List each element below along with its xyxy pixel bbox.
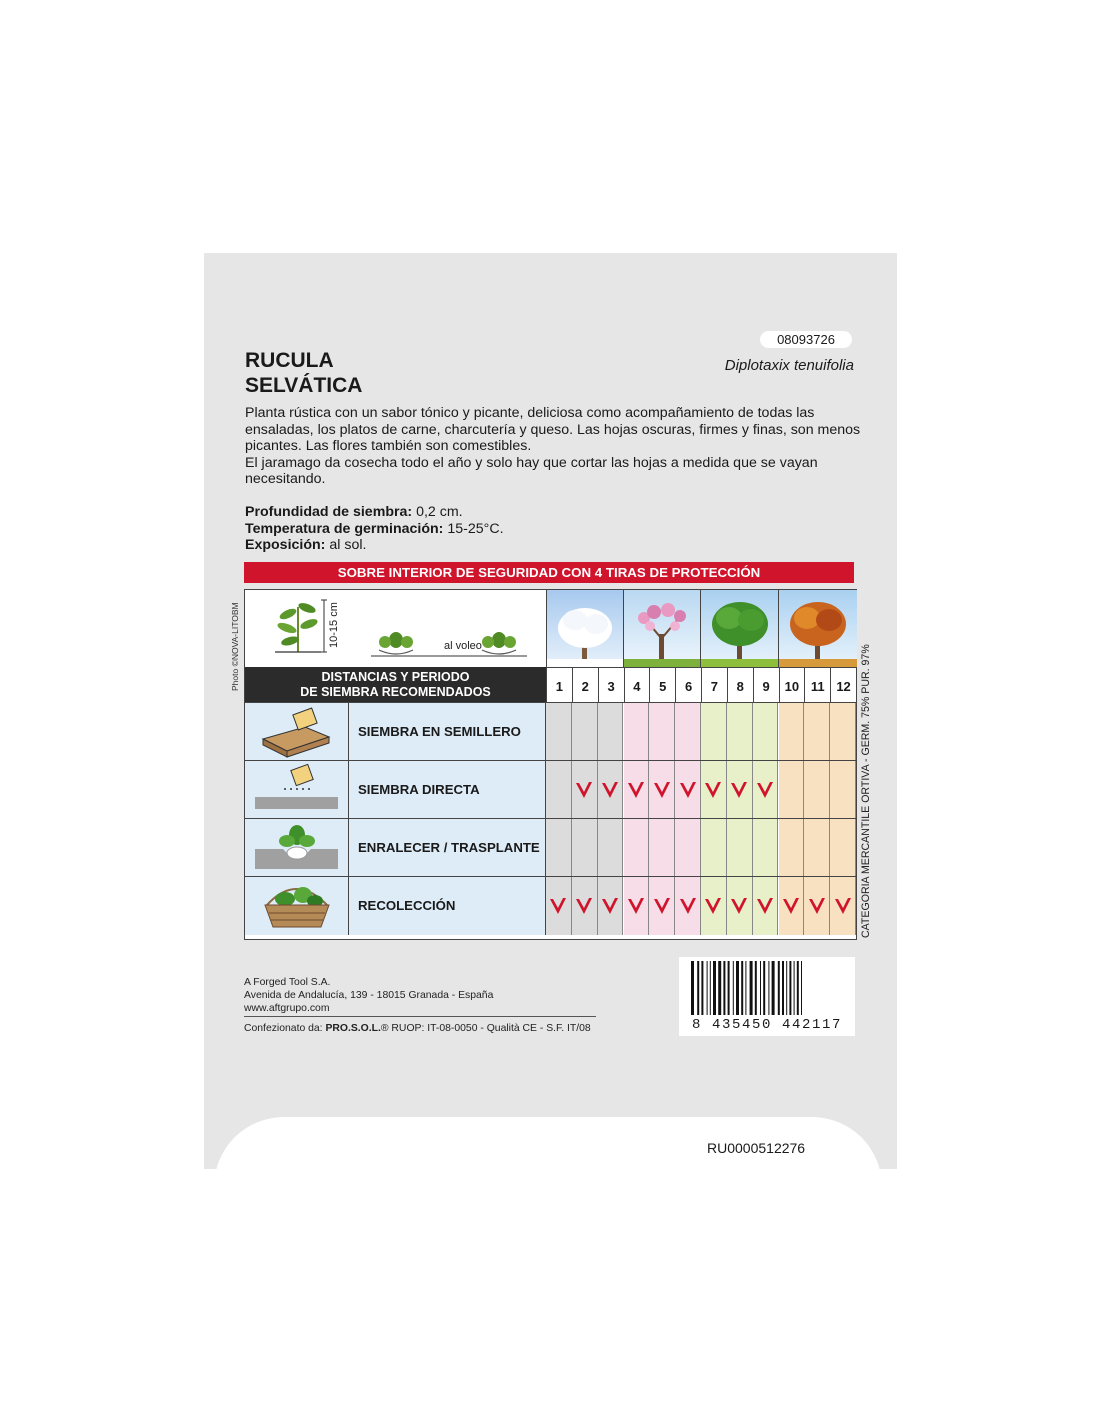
- checkmark-icon: [653, 780, 671, 800]
- reference-code: RU0000512276: [707, 1140, 806, 1156]
- barcode-bar: [750, 961, 753, 1015]
- company-street: Avenida de Andalucía, 139 - 18015 Granada - España: [244, 990, 494, 1001]
- month-cell-6: [675, 819, 701, 877]
- month-3: 3: [598, 668, 624, 703]
- packaged-by: Confezionato da: PRO.S.O.L.® RUOP: IT-08-0050 - Qualità CE - S.F. IT/08: [244, 1023, 591, 1034]
- month-cell-10: [779, 819, 805, 877]
- month-2: 2: [572, 668, 598, 703]
- header-line-2: DE SIEMBRA RECOMENDADOS: [300, 685, 491, 699]
- svg-text:10-15 cm: 10-15 cm: [328, 602, 340, 648]
- month-cell-12: [830, 703, 856, 761]
- month-9: 9: [753, 668, 779, 703]
- month-cell-2: [572, 703, 598, 761]
- checkmark-icon: [782, 896, 800, 916]
- checkmark-icon: [601, 780, 619, 800]
- month-8: 8: [727, 668, 753, 703]
- category-text: [858, 633, 872, 938]
- calendar-header: [245, 667, 546, 702]
- month-cell-11: [804, 761, 830, 819]
- month-cell-7: [701, 703, 727, 761]
- company-website: www.aftgrupo.com: [244, 1003, 330, 1014]
- month-cell-4: [624, 703, 650, 761]
- barcode-bar: [768, 961, 769, 1015]
- checkmark-icon: [730, 896, 748, 916]
- barcode-bar: [778, 961, 780, 1015]
- growing-facts: [245, 504, 504, 554]
- barcode-bar: [760, 961, 761, 1015]
- svg-text:CATEGORIA MERCANTILE ORTIVA -: CATEGORIA MERCANTILE ORTIVA - GERM. 75% PUR. 97%: [860, 644, 872, 938]
- month-cell-8: [727, 819, 753, 877]
- row-label: SIEMBRA DIRECTA: [349, 761, 546, 819]
- month-cell-9: [753, 703, 779, 761]
- month-cell-6: [675, 877, 701, 935]
- month-cell-3: [598, 761, 624, 819]
- winter-tree-icon: [546, 590, 624, 667]
- checkmark-icon: [704, 896, 722, 916]
- svg-text:Photo ©NOVA-LITOBM: Photo ©NOVA-LITOBM: [230, 602, 240, 691]
- description: Planta rústica con un sabor tónico y picante, deliciosa como acompañamiento de todas las ensaladas, los platos de carne, charcutería y queso. Las hojas oscuras, firmes y finas, son menos picantes. Las flores también son comestibles. El jaramago da cosecha todo el año y solo hay que cortar las hojas a medida que se vayan necesitando.: [245, 405, 861, 487]
- barcode-bar: [786, 961, 787, 1015]
- tall-plant-icon: [275, 601, 321, 652]
- month-cell-12: [830, 761, 856, 819]
- direct-sowing-icon: [245, 761, 349, 819]
- month-cell-1: [546, 877, 572, 935]
- barcode-bar: [718, 961, 721, 1015]
- month-4: 4: [624, 668, 650, 703]
- month-cell-11: [804, 703, 830, 761]
- checkmark-icon: [627, 896, 645, 916]
- barcode-bar: [697, 961, 699, 1015]
- checkmark-icon: [653, 896, 671, 916]
- month-cell-1: [546, 761, 572, 819]
- checkmark-icon: [679, 780, 697, 800]
- month-cell-9: [753, 761, 779, 819]
- transplant-icon: [245, 819, 349, 877]
- barcode-bar: [763, 961, 765, 1015]
- month-cell-10: [779, 703, 805, 761]
- month-cell-8: [727, 761, 753, 819]
- fact-depth: Profundidad de siembra: 0,2 cm.: [245, 504, 463, 520]
- month-cell-9: [753, 877, 779, 935]
- title-line-1: RUCULA: [245, 349, 334, 372]
- summer-tree-icon: [700, 590, 779, 667]
- month-11: 11: [804, 668, 830, 703]
- barcode-bar: [801, 961, 802, 1015]
- month-cell-12: [830, 819, 856, 877]
- seed-packet-back: [204, 253, 897, 1169]
- month-cell-7: [701, 819, 727, 877]
- barcode-bar: [794, 961, 795, 1015]
- checkmark-icon: [679, 896, 697, 916]
- checkmark-icon: [808, 896, 826, 916]
- checkmark-icon: [575, 896, 593, 916]
- divider: [244, 1016, 596, 1017]
- checkmark-icon: [834, 896, 852, 916]
- month-cell-5: [649, 877, 675, 935]
- barcode-bar: [755, 961, 757, 1015]
- barcode-bar: [736, 961, 739, 1015]
- fact-exposure: Exposición: al sol.: [245, 537, 367, 553]
- barcode-bar: [723, 961, 725, 1015]
- month-cell-10: [779, 761, 805, 819]
- checkmark-icon: [704, 780, 722, 800]
- month-cell-2: [572, 819, 598, 877]
- checkmark-icon: [756, 780, 774, 800]
- month-12: 12: [830, 668, 856, 703]
- month-7: 7: [701, 668, 727, 703]
- barcode-bar: [707, 961, 708, 1015]
- barcode-digits: 8 435450 442117: [691, 1017, 843, 1033]
- harvest-basket-icon: [245, 877, 349, 935]
- month-cell-5: [649, 703, 675, 761]
- barcode-bar: [745, 961, 746, 1015]
- month-cell-3: [598, 819, 624, 877]
- photo-credit: [229, 591, 241, 691]
- month-cell-7: [701, 877, 727, 935]
- month-header-row: [546, 667, 856, 703]
- month-cell-5: [649, 819, 675, 877]
- month-cell-11: [804, 819, 830, 877]
- calendar-row: [245, 876, 856, 935]
- month-cell-6: [675, 761, 701, 819]
- seedbed-tray-icon: [245, 703, 349, 761]
- month-10: 10: [779, 668, 805, 703]
- month-cell-1: [546, 819, 572, 877]
- month-cell-6: [675, 703, 701, 761]
- autumn-tree-icon: [778, 590, 857, 667]
- month-cell-10: [779, 877, 805, 935]
- month-1: 1: [546, 668, 572, 703]
- barcode: [679, 957, 855, 1036]
- month-cell-9: [753, 819, 779, 877]
- security-banner: SOBRE INTERIOR DE SEGURIDAD CON 4 TIRAS DE PROTECCIÓN: [244, 562, 854, 583]
- header-line-1: DISTANCIAS Y PERIODO: [321, 670, 470, 684]
- title-line-2: SELVÁTICA: [245, 374, 363, 397]
- barcode-bar: [782, 961, 784, 1015]
- seedling-icon-right: [480, 632, 527, 656]
- checkmark-icon: [730, 780, 748, 800]
- month-cell-3: [598, 703, 624, 761]
- month-cell-2: [572, 761, 598, 819]
- month-cell-7: [701, 761, 727, 819]
- month-cell-4: [624, 819, 650, 877]
- plant-spacing-illustration: [245, 590, 546, 667]
- month-cell-11: [804, 877, 830, 935]
- checkmark-icon: [575, 780, 593, 800]
- barcode-bar: [789, 961, 791, 1015]
- seedling-icon-left: [371, 632, 421, 656]
- barcode-bar: [691, 961, 694, 1015]
- product-code: 08093726: [760, 331, 852, 348]
- barcode-bar: [741, 961, 743, 1015]
- calendar-row: [245, 702, 856, 761]
- fact-temperature: Temperatura de germinación: 15-25°C.: [245, 520, 504, 537]
- product-title: [245, 348, 362, 398]
- svg-text:al voleo: al voleo: [444, 640, 482, 652]
- checkmark-icon: [549, 896, 567, 916]
- barcode-bars: [679, 957, 855, 1017]
- checkmark-icon: [627, 780, 645, 800]
- month-cell-5: [649, 761, 675, 819]
- month-cell-8: [727, 877, 753, 935]
- row-label: ENRALECER / TRASPLANTE: [349, 819, 546, 877]
- month-cell-1: [546, 703, 572, 761]
- company-name: A Forged Tool S.A.: [244, 977, 331, 988]
- calendar-row: [245, 760, 856, 819]
- spring-tree-icon: [623, 590, 701, 667]
- spacing-diagram: [245, 590, 546, 667]
- row-label: SIEMBRA EN SEMILLERO: [349, 703, 546, 761]
- barcode-bar: [733, 961, 734, 1015]
- barcode-bar: [713, 961, 716, 1015]
- latin-name: Diplotaxix tenuifolia: [724, 357, 854, 374]
- month-cell-3: [598, 877, 624, 935]
- barcode-bar: [772, 961, 775, 1015]
- month-6: 6: [675, 668, 701, 703]
- checkmark-icon: [756, 896, 774, 916]
- company-address: [244, 976, 493, 1015]
- barcode-bar: [701, 961, 703, 1015]
- barcode-bar: [710, 961, 711, 1015]
- barcode-bar: [728, 961, 730, 1015]
- month-cell-12: [830, 877, 856, 935]
- calendar-row: [245, 818, 856, 877]
- month-cell-2: [572, 877, 598, 935]
- checkmark-icon: [601, 896, 619, 916]
- row-label: RECOLECCIÓN: [349, 877, 546, 935]
- month-cell-4: [624, 877, 650, 935]
- sowing-calendar: [244, 589, 857, 940]
- barcode-bar: [797, 961, 799, 1015]
- month-cell-8: [727, 703, 753, 761]
- month-5: 5: [649, 668, 675, 703]
- month-cell-4: [624, 761, 650, 819]
